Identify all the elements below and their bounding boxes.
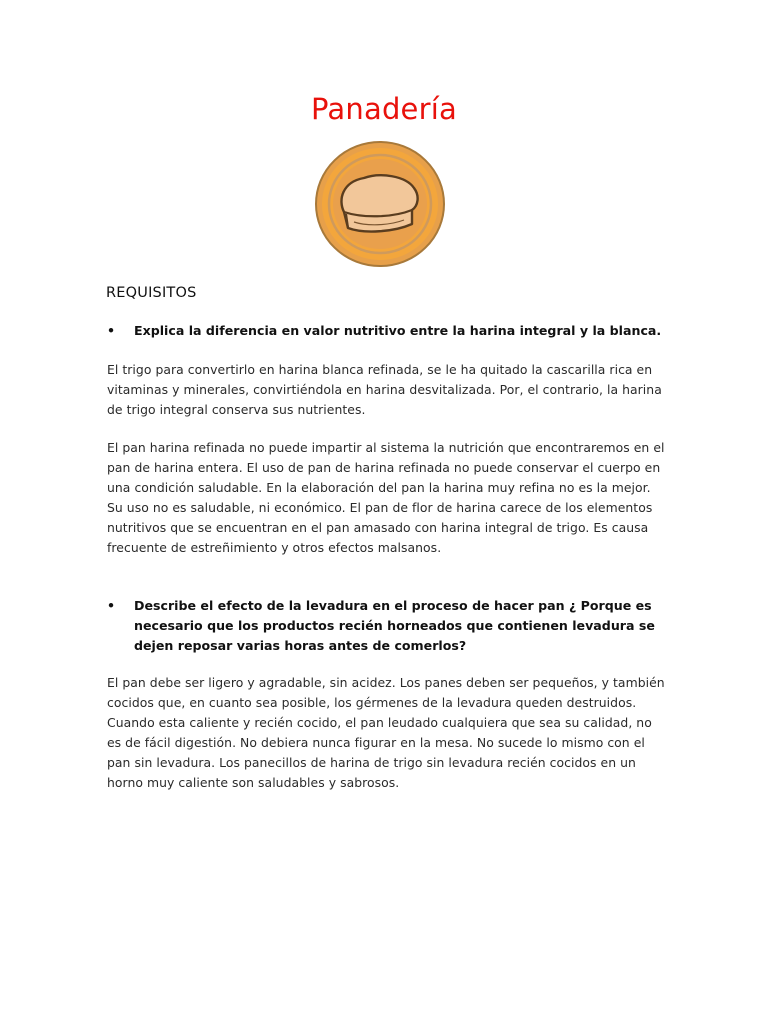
bullet: • bbox=[107, 598, 116, 613]
question-2-text: Describe el efecto de la levadura en el proceso de hacer pan ¿ Porque es necesario que los productos recién horneados que contienen levadura se dejen reposar varias horas antes de comerlos? bbox=[134, 598, 655, 653]
question-1 bbox=[107, 321, 667, 341]
question-2 bbox=[107, 596, 667, 656]
answer-paragraph: El pan debe ser ligero y agradable, sin acidez. Los panes deben ser pequeños, y también cocidos que, en cuanto sea posible, los gérmenes de la levadura queden destruidos. Cuando esta caliente y recién cocido, el pan leudado cualquiera que sea su calidad, no es de fácil digestión. No debiera nunca figurar en la mesa. No sucede lo mismo con el pan sin levadura. Los panecillos de harina de trigo sin levadura recién cocidos en un horno muy caliente son saludables y sabrosos. bbox=[107, 675, 665, 790]
section-heading: REQUISITOS bbox=[106, 285, 197, 301]
page-title: Panadería bbox=[311, 92, 457, 126]
question-1-text: Explica la diferencia en valor nutritivo entre la harina integral y la blanca. bbox=[134, 323, 662, 338]
answer-paragraph: El trigo para convertirlo en harina blanca refinada, se le ha quitado la cascarilla rica en vitaminas y minerales, convirtiéndola en harina desvitalizada. Por, el contrario, la harina de trigo integral conserva sus nutrientes. bbox=[107, 362, 662, 417]
bread-loaf-icon bbox=[314, 140, 446, 268]
answer-paragraph: El pan harina refinada no puede impartir al sistema la nutrición que encontraremos en el pan de harina entera. El uso de pan de harina refinada no puede conservar el cuerpo en una condición saludable. En la elaboración del pan la harina muy refina no es la mejor. Su uso no es saludable, ni económico. El pan de flor de harina carece de los elementos nutritivos que se encuentran en el pan amasado con harina integral de trigo. Es causa frecuente de estreñimiento y otros efectos malsanos. bbox=[107, 440, 665, 555]
bullet: • bbox=[107, 323, 116, 338]
